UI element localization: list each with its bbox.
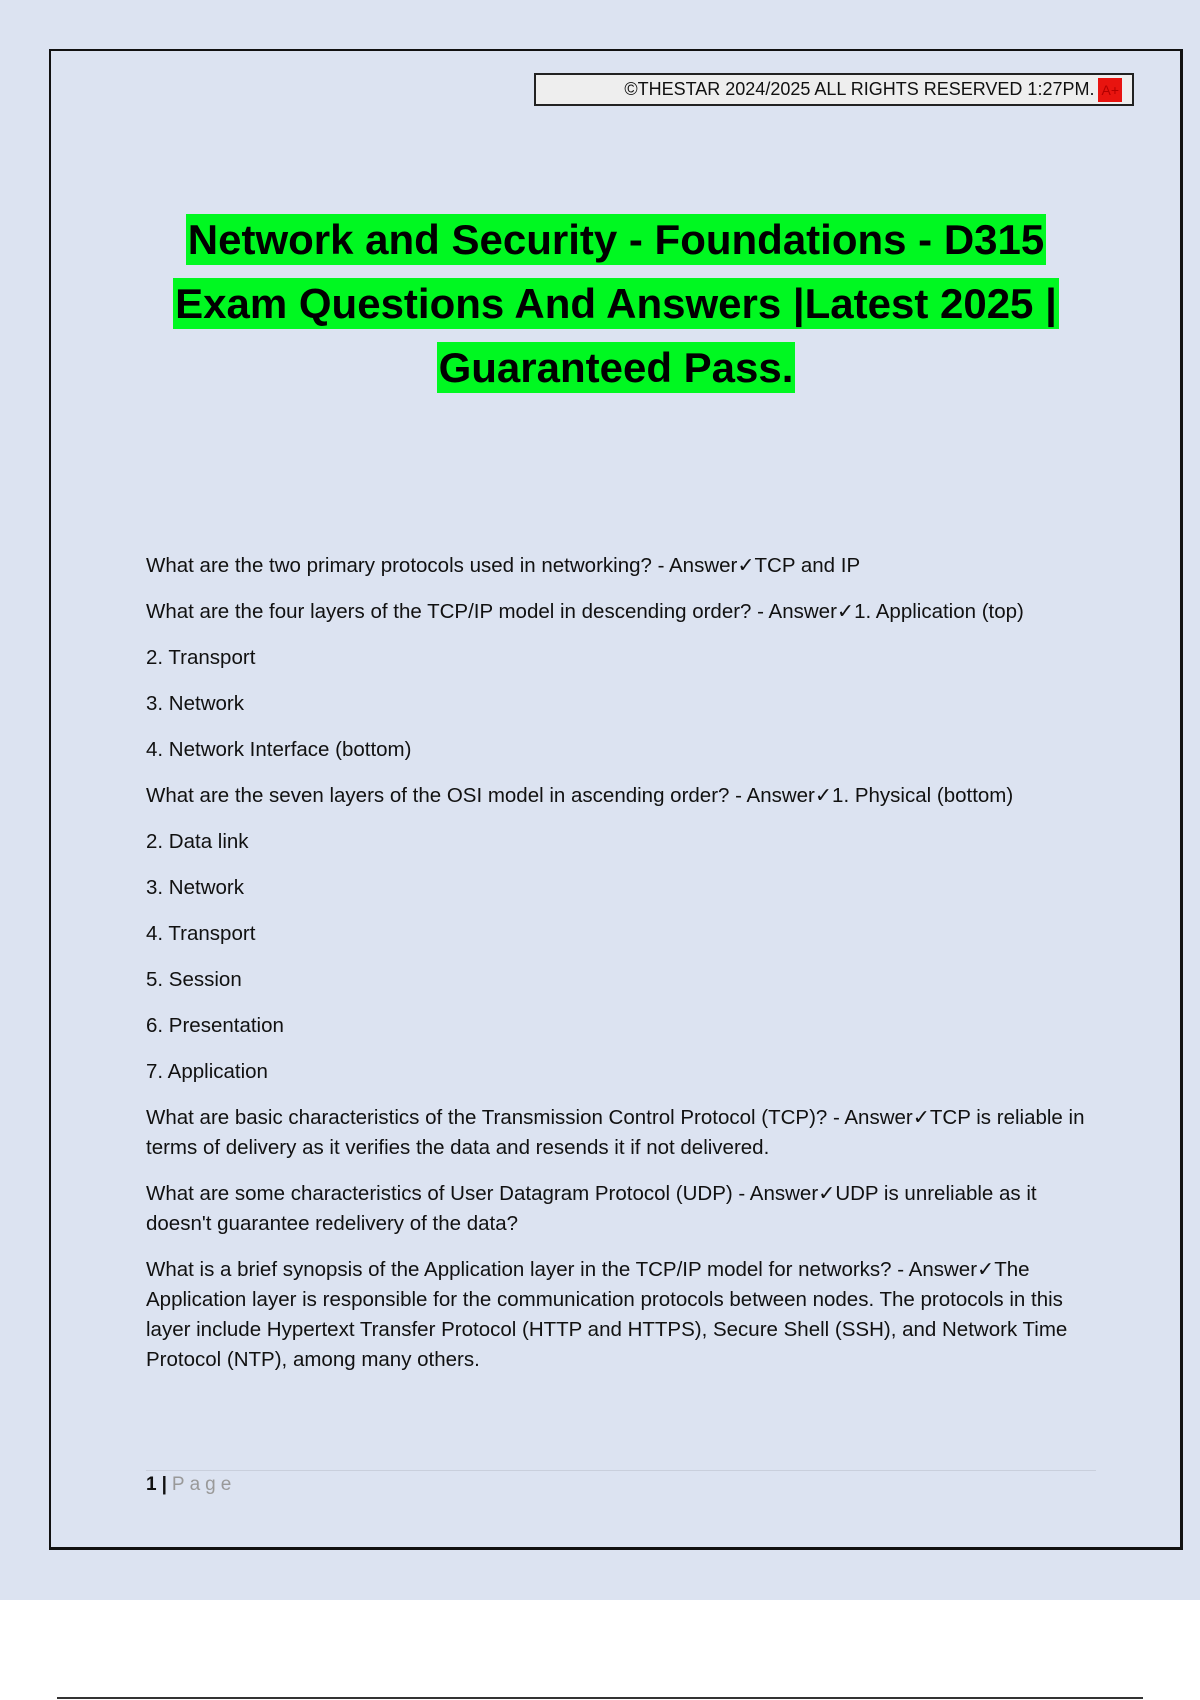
page-label: Page (171, 1474, 237, 1495)
qa-paragraph: 6. Presentation (146, 1014, 284, 1037)
qa-paragraph: What are some characteristics of User Datagram Protocol (UDP) - Answer✓UDP is unreliable as it doesn't guarantee redelivery of the data? (146, 1182, 1037, 1235)
next-page-edge (57, 1697, 1143, 1699)
qa-paragraph: What are the two primary protocols used in networking? - Answer✓TCP and IP (146, 554, 861, 577)
qa-paragraph: What are the four layers of the TCP/IP model in descending order? - Answer✓1. Application (top) (146, 600, 1024, 623)
grade-badge: A+ (1098, 78, 1122, 102)
qa-paragraph: 5. Session (146, 968, 242, 991)
document-title (80, 208, 1152, 400)
question-answer-list (146, 551, 1096, 1391)
qa-paragraph: 2. Transport (146, 646, 256, 669)
title-line-2: Exam Questions And Answers |Latest 2025 | (175, 280, 1057, 327)
footer-separator: | (161, 1474, 167, 1495)
page-number: 1 (146, 1474, 157, 1495)
qa-paragraph: 2. Data link (146, 830, 249, 853)
footer-divider (146, 1470, 1096, 1471)
qa-paragraph: 4. Transport (146, 922, 256, 945)
copyright-banner (534, 73, 1134, 106)
page-footer (146, 1474, 236, 1496)
copyright-text: ©THESTAR 2024/2025 ALL RIGHTS RESERVED 1:27PM. (624, 79, 1095, 99)
qa-paragraph: What are the seven layers of the OSI model in ascending order? - Answer✓1. Physical (bottom) (146, 784, 1014, 807)
qa-paragraph: 3. Network (146, 692, 244, 715)
title-line-3: Guaranteed Pass. (438, 344, 794, 391)
qa-paragraph: What is a brief synopsis of the Application layer in the TCP/IP model for networks? - Answer✓The Application layer is responsible for the communication protocols between nodes. The protocols in this layer include Hypertext Transfer Protocol (HTTP and HTTPS), Secure Shell (SSH), and Network Time Protocol (NTP), among many others. (146, 1258, 1068, 1371)
qa-paragraph: 7. Application (146, 1060, 268, 1083)
title-line-1: Network and Security - Foundations - D315 (187, 216, 1045, 263)
qa-paragraph: 3. Network (146, 876, 244, 899)
qa-paragraph: What are basic characteristics of the Transmission Control Protocol (TCP)? - Answer✓TCP is reliable in terms of delivery as it verifies the data and resends it if not delivered. (146, 1106, 1085, 1159)
qa-paragraph: 4. Network Interface (bottom) (146, 738, 412, 761)
